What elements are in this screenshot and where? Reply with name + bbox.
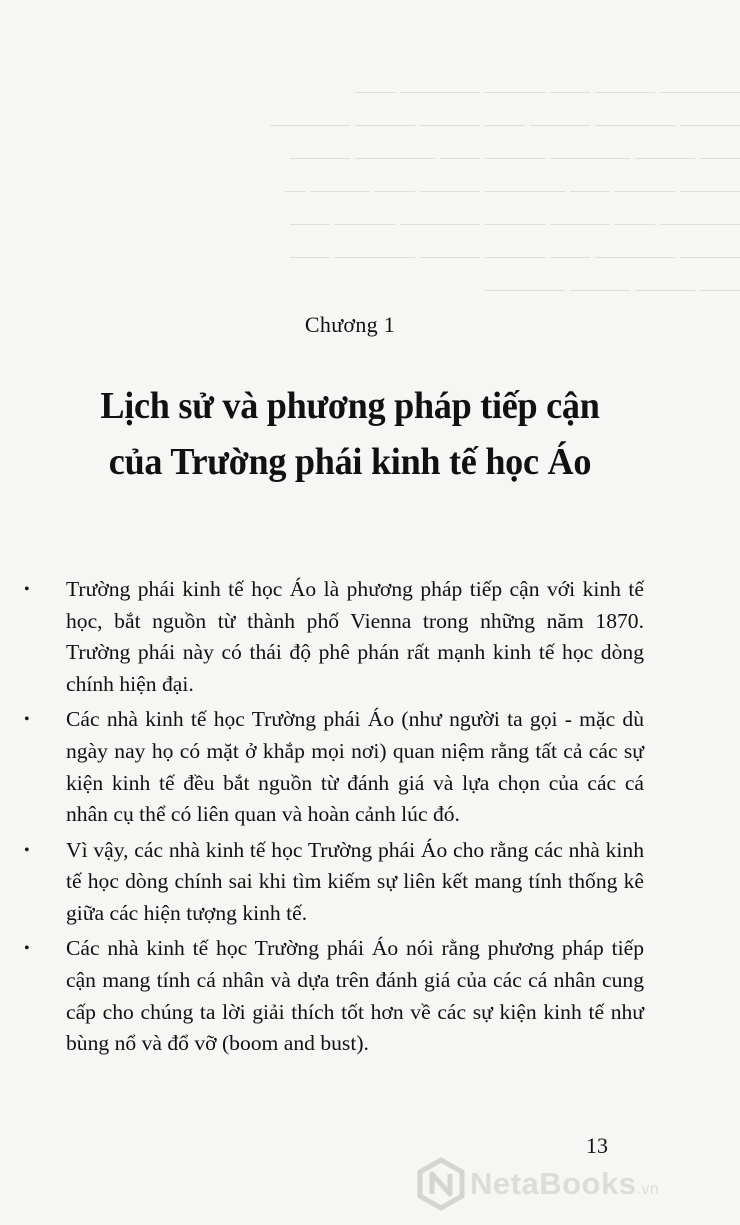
watermark-brand [470, 1166, 659, 1202]
bullet-item [24, 835, 644, 930]
watermark-tld: .vn [636, 1181, 660, 1198]
bullet-dot-icon: • [24, 841, 30, 859]
chapter-label: Chương 1 [304, 312, 396, 337]
chapter-title [68, 378, 632, 490]
netabooks-watermark [418, 1158, 659, 1210]
bullet-item [24, 933, 644, 1060]
page-number: 13 [586, 1133, 608, 1158]
bullet-item [24, 704, 644, 831]
summary-bullet-list [24, 574, 644, 1064]
bullet-dot-icon: • [24, 581, 30, 598]
netabooks-logo-icon [418, 1158, 464, 1210]
bullet-text: Các nhà kinh tế học Trường phái Áo (như người ta gọi - mặc dù ngày nay họ có mặt ở khắp mọi nơi) quan niệm rằng tất cả các sự kiện kinh tế đều bắt nguồn từ đánh giá và lựa chọn của các cá nhân cụ thể có liên quan và hoàn cảnh lúc đó. [66, 707, 644, 827]
bullet-item [24, 574, 644, 701]
reverse-page-bleed-through: ———— ——— —— ——— ———— —— ——— ———— ——— —— ——— ——— ———— —— ——— ———— ——— —— ———— ——— ——— ——— —— ———— ——— —— ——— — ———— —— ——— ——— ———— ——— —— ——— ———— —— ——— ——— ———— —— —— ——— ——— ———— [270, 80, 740, 300]
bullet-text: Các nhà kinh tế học Trường phái Áo nói rằng phương pháp tiếp cận mang tính cá nhân và dựa trên đánh giá của các cá nhân cung cấp cho chúng ta lời giải thích tốt hơn về các sự kiện kinh tế như bùng nổ và đổ vỡ (boom and bust). [66, 936, 644, 1056]
bullet-text: Vì vậy, các nhà kinh tế học Trường phái Áo cho rằng các nhà kinh tế học dòng chính sai khi tìm kiếm sự liên kết mang tính thống kê giữa các hiện tượng kinh tế. [66, 837, 644, 926]
bullet-text: Trường phái kinh tế học Áo là phương pháp tiếp cận với kinh tế học, bắt nguồn từ thành phố Vienna trong những năm 1870. Trường phái này có thái độ phê phán rất mạnh kinh tế học dòng chính hiện đại. [66, 577, 644, 697]
chapter-title-line-1: Lịch sử và phương pháp tiếp cận [100, 385, 600, 427]
bullet-dot-icon: • [24, 940, 30, 958]
bullet-dot-icon: • [24, 711, 30, 729]
chapter-title-line-2: của Trường phái kinh tế học Áo [108, 441, 592, 483]
watermark-brand-name: NetaBooks [470, 1166, 637, 1201]
